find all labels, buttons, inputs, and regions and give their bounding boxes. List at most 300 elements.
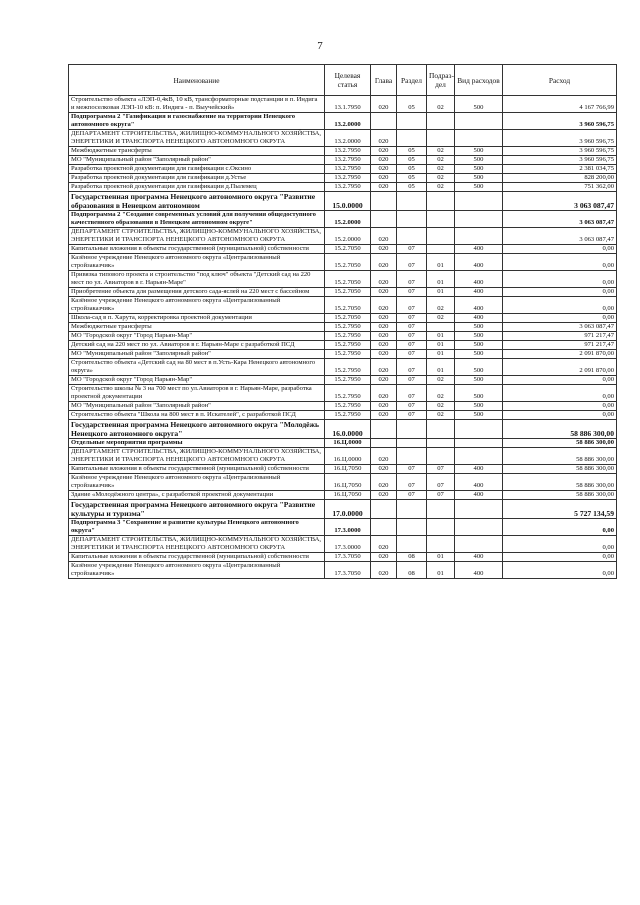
cell-subsection: 02: [427, 174, 455, 183]
cell-target: 16.Ц.7050: [325, 465, 371, 474]
cell-target: 16.Ц.0000: [325, 448, 371, 465]
cell-target: 16.Ц.7050: [325, 474, 371, 491]
budget-table: [68, 64, 617, 579]
cell-section: 07: [397, 271, 427, 288]
cell-chapter: 020: [371, 271, 397, 288]
cell-exp-type: [455, 192, 503, 211]
cell-section: 05: [397, 147, 427, 156]
cell-subsection: [427, 439, 455, 448]
cell-exp-type: 400: [455, 297, 503, 314]
cell-exp-type: [455, 130, 503, 147]
cell-target: 15.2.7050: [325, 271, 371, 288]
cell-target: 15.2.7050: [325, 245, 371, 254]
cell-target: 13.2.7950: [325, 156, 371, 165]
cell-chapter: 020: [371, 323, 397, 332]
cell-exp-type: 500: [455, 174, 503, 183]
cell-chapter: 020: [371, 288, 397, 297]
cell-name: Казённое учреждение Ненецкого автономного округа «Централизованный стройзаказчик»: [69, 474, 325, 491]
cell-section: 07: [397, 474, 427, 491]
cell-section: [397, 500, 427, 519]
cell-name: МО "Муниципальный район "Заполярный район": [69, 402, 325, 411]
cell-subsection: 02: [427, 96, 455, 113]
cell-name: Разработка проектной документации для газификации с.Оксино: [69, 165, 325, 174]
cell-exp-type: 500: [455, 359, 503, 376]
cell-subsection: 07: [427, 491, 455, 500]
table-row: [69, 359, 617, 376]
cell-section: 05: [397, 165, 427, 174]
cell-chapter: [371, 439, 397, 448]
cell-subsection: [427, 211, 455, 228]
cell-section: [397, 448, 427, 465]
cell-exp-type: 500: [455, 385, 503, 402]
cell-target: 13.2.0000: [325, 130, 371, 147]
cell-subsection: 02: [427, 376, 455, 385]
cell-chapter: 020: [371, 491, 397, 500]
cell-chapter: 020: [371, 130, 397, 147]
cell-target: 17.0.0000: [325, 500, 371, 519]
cell-exp-type: [455, 500, 503, 519]
cell-section: 08: [397, 562, 427, 579]
cell-name: Казённое учреждение Ненецкого автономного округа «Централизованный стройзаказчик»: [69, 562, 325, 579]
cell-exp-type: 400: [455, 288, 503, 297]
cell-target: 16.Ц.7050: [325, 491, 371, 500]
table-row: [69, 465, 617, 474]
table-row: [69, 96, 617, 113]
header-subsection: Подраз-дел: [427, 65, 455, 96]
cell-subsection: 01: [427, 562, 455, 579]
table-row: [69, 288, 617, 297]
cell-exp-type: [455, 113, 503, 130]
table-row: [69, 228, 617, 245]
cell-name: Государственная программа Ненецкого автономного округа "Развитие образования в Ненецком автономном: [69, 192, 325, 211]
cell-target: 15.2.7950: [325, 341, 371, 350]
cell-amount: 751 362,00: [503, 183, 617, 192]
header-exp-type: Вид расходов: [455, 65, 503, 96]
header-name: Наименование: [69, 65, 325, 96]
cell-subsection: [427, 130, 455, 147]
cell-amount: 3 960 596,75: [503, 156, 617, 165]
table-row: [69, 341, 617, 350]
table-row: [69, 192, 617, 211]
cell-subsection: [427, 323, 455, 332]
cell-exp-type: 400: [455, 245, 503, 254]
table-row: [69, 474, 617, 491]
cell-chapter: 020: [371, 297, 397, 314]
cell-subsection: [427, 536, 455, 553]
cell-amount: 2 091 870,00: [503, 350, 617, 359]
table-row: [69, 271, 617, 288]
cell-subsection: 02: [427, 402, 455, 411]
cell-name: Разработка проектной документации для газификации д.Устье: [69, 174, 325, 183]
cell-amount: 828 200,00: [503, 174, 617, 183]
cell-target: 15.2.7950: [325, 376, 371, 385]
cell-name: Отдельные мероприятия программы: [69, 439, 325, 448]
cell-exp-type: 400: [455, 553, 503, 562]
cell-target: 15.2.7950: [325, 385, 371, 402]
cell-target: 13.2.7950: [325, 174, 371, 183]
cell-section: 07: [397, 411, 427, 420]
cell-section: [397, 519, 427, 536]
cell-name: МО "Городской округ "Город Нарьян-Мар": [69, 376, 325, 385]
cell-target: 15.0.0000: [325, 192, 371, 211]
table-row: [69, 314, 617, 323]
cell-amount: 58 886 300,00: [503, 491, 617, 500]
cell-amount: 4 167 766,99: [503, 96, 617, 113]
cell-target: 15.2.7050: [325, 297, 371, 314]
cell-section: 07: [397, 376, 427, 385]
cell-amount: 2 381 034,75: [503, 165, 617, 174]
cell-subsection: 02: [427, 165, 455, 174]
cell-subsection: 02: [427, 183, 455, 192]
cell-amount: 3 063 087,47: [503, 228, 617, 245]
cell-exp-type: 500: [455, 376, 503, 385]
cell-target: 15.2.7950: [325, 350, 371, 359]
table-row: [69, 211, 617, 228]
cell-chapter: 020: [371, 245, 397, 254]
cell-chapter: 020: [371, 411, 397, 420]
table-row: [69, 500, 617, 519]
cell-target: 17.3.0000: [325, 519, 371, 536]
cell-section: 07: [397, 341, 427, 350]
cell-name: Казённое учреждение Ненецкого автономного округа «Централизованный стройзаказчик»: [69, 297, 325, 314]
cell-amount: 0,00: [503, 562, 617, 579]
cell-exp-type: 500: [455, 183, 503, 192]
cell-name: Межбюджетные трансферты: [69, 147, 325, 156]
cell-section: 07: [397, 323, 427, 332]
cell-section: 07: [397, 332, 427, 341]
cell-target: 16.Ц.0000: [325, 439, 371, 448]
cell-target: 15.2.7950: [325, 323, 371, 332]
cell-section: 05: [397, 174, 427, 183]
cell-target: 15.2.0000: [325, 228, 371, 245]
table-row: [69, 439, 617, 448]
cell-subsection: [427, 420, 455, 439]
cell-target: 15.2.7050: [325, 288, 371, 297]
table-row: [69, 519, 617, 536]
cell-name: Подпрограмма 2 "Создание современных условий для получения общедоступного качественного образования в Ненецком автономном округе": [69, 211, 325, 228]
table-row: [69, 448, 617, 465]
cell-exp-type: 500: [455, 341, 503, 350]
cell-chapter: 020: [371, 174, 397, 183]
table-row: [69, 491, 617, 500]
cell-chapter: 020: [371, 359, 397, 376]
cell-chapter: 020: [371, 448, 397, 465]
cell-name: Строительство школы № 3 на 700 мест по ул.Авиаторов в г. Нарьян-Маре, разработка проектной документации: [69, 385, 325, 402]
table-row: [69, 562, 617, 579]
cell-section: 07: [397, 402, 427, 411]
cell-name: Здание «Молодёжного центра», с разработкой проектной документации: [69, 491, 325, 500]
cell-subsection: 01: [427, 271, 455, 288]
cell-chapter: 020: [371, 254, 397, 271]
table-row: [69, 130, 617, 147]
cell-exp-type: 500: [455, 156, 503, 165]
cell-chapter: [371, 211, 397, 228]
table-row: [69, 156, 617, 165]
cell-exp-type: [455, 228, 503, 245]
cell-subsection: [427, 500, 455, 519]
cell-chapter: 020: [371, 147, 397, 156]
cell-amount: 0,00: [503, 254, 617, 271]
cell-target: 15.2.7950: [325, 332, 371, 341]
cell-chapter: 020: [371, 474, 397, 491]
cell-section: 07: [397, 350, 427, 359]
cell-chapter: 020: [371, 376, 397, 385]
table-row: [69, 113, 617, 130]
cell-amount: 58 886 300,00: [503, 420, 617, 439]
cell-section: [397, 228, 427, 245]
cell-name: ДЕПАРТАМЕНТ СТРОИТЕЛЬСТВА, ЖИЛИЩНО-КОММУНАЛЬНОГО ХОЗЯЙСТВА, ЭНЕРГЕТИКИ И ТРАНСПОРТА НЕНЕЦКОГО АВТОНОМНОГО ОКРУГА: [69, 448, 325, 465]
cell-subsection: 01: [427, 254, 455, 271]
cell-subsection: 01: [427, 288, 455, 297]
cell-amount: 3 063 087,47: [503, 323, 617, 332]
cell-section: 07: [397, 297, 427, 314]
cell-amount: 0,00: [503, 314, 617, 323]
cell-target: 13.2.7950: [325, 147, 371, 156]
cell-target: 13.2.7950: [325, 183, 371, 192]
cell-amount: 0,00: [503, 271, 617, 288]
cell-amount: 5 727 134,59: [503, 500, 617, 519]
header-chapter: Глава: [371, 65, 397, 96]
page-number: 7: [317, 40, 323, 52]
cell-section: [397, 113, 427, 130]
cell-amount: 0,00: [503, 519, 617, 536]
table-row: [69, 254, 617, 271]
cell-section: [397, 439, 427, 448]
cell-name: Детский сад на 220 мест по ул. Авиаторов в г. Нарьян-Маре с разработкой ПСД: [69, 341, 325, 350]
cell-section: [397, 211, 427, 228]
cell-name: Капитальные вложения в объекты государственной (муниципальной) собственности: [69, 553, 325, 562]
cell-chapter: [371, 420, 397, 439]
table-row: [69, 402, 617, 411]
cell-target: 16.0.0000: [325, 420, 371, 439]
cell-amount: 0,00: [503, 536, 617, 553]
cell-subsection: [427, 519, 455, 536]
cell-subsection: 02: [427, 385, 455, 402]
cell-exp-type: 500: [455, 402, 503, 411]
cell-subsection: 02: [427, 411, 455, 420]
cell-amount: 0,00: [503, 402, 617, 411]
table-row: [69, 420, 617, 439]
cell-target: 17.3.7050: [325, 553, 371, 562]
cell-target: 15.2.7050: [325, 254, 371, 271]
cell-section: 07: [397, 314, 427, 323]
cell-section: [397, 536, 427, 553]
table-row: [69, 165, 617, 174]
cell-section: [397, 192, 427, 211]
cell-chapter: 020: [371, 385, 397, 402]
cell-subsection: 07: [427, 474, 455, 491]
cell-name: Межбюджетные трансферты: [69, 323, 325, 332]
cell-name: МО "Городской округ "Город Нарьян-Мар": [69, 332, 325, 341]
cell-section: 08: [397, 553, 427, 562]
cell-section: 07: [397, 359, 427, 376]
cell-chapter: 020: [371, 341, 397, 350]
cell-subsection: [427, 245, 455, 254]
table-row: [69, 323, 617, 332]
cell-section: 07: [397, 465, 427, 474]
cell-name: Приобретение объекта для размещения детского сада-яслей на 220 мест с бассейном: [69, 288, 325, 297]
cell-amount: 3 960 596,75: [503, 147, 617, 156]
cell-subsection: 01: [427, 332, 455, 341]
cell-name: Строительство объекта «Детский сад на 80 мест в п.Усть-Кара Ненецкого автономного округа»: [69, 359, 325, 376]
cell-chapter: 020: [371, 332, 397, 341]
cell-chapter: [371, 519, 397, 536]
cell-chapter: 020: [371, 314, 397, 323]
cell-section: 07: [397, 288, 427, 297]
cell-amount: 58 886 300,00: [503, 448, 617, 465]
cell-amount: 0,00: [503, 385, 617, 402]
header-amount: Расход: [503, 65, 617, 96]
cell-amount: 3 063 087,47: [503, 192, 617, 211]
cell-name: Разработка проектной документации для газификации д.Пылемец: [69, 183, 325, 192]
cell-section: 05: [397, 183, 427, 192]
cell-subsection: 07: [427, 465, 455, 474]
table-row: [69, 411, 617, 420]
cell-name: ДЕПАРТАМЕНТ СТРОИТЕЛЬСТВА, ЖИЛИЩНО-КОММУНАЛЬНОГО ХОЗЯЙСТВА, ЭНЕРГЕТИКИ И ТРАНСПОРТА НЕНЕЦКОГО АВТОНОМНОГО ОКРУГА: [69, 130, 325, 147]
cell-exp-type: [455, 536, 503, 553]
cell-exp-type: [455, 420, 503, 439]
cell-name: МО "Муниципальный район "Заполярный район": [69, 156, 325, 165]
cell-name: Строительство объекта "Школа на 800 мест в п. Искателей", с разработкой ПСД: [69, 411, 325, 420]
cell-name: МО "Муниципальный район "Заполярный район": [69, 350, 325, 359]
table-row: [69, 385, 617, 402]
cell-exp-type: 400: [455, 491, 503, 500]
cell-exp-type: 500: [455, 323, 503, 332]
cell-amount: 0,00: [503, 245, 617, 254]
cell-subsection: [427, 448, 455, 465]
cell-exp-type: 400: [455, 562, 503, 579]
cell-subsection: 01: [427, 350, 455, 359]
cell-target: 13.2.0000: [325, 113, 371, 130]
cell-target: 15.2.7050: [325, 314, 371, 323]
cell-chapter: 020: [371, 402, 397, 411]
cell-amount: 971 217,47: [503, 341, 617, 350]
cell-exp-type: 500: [455, 96, 503, 113]
cell-target: 15.2.7950: [325, 411, 371, 420]
cell-subsection: 02: [427, 156, 455, 165]
cell-exp-type: 400: [455, 314, 503, 323]
cell-chapter: 020: [371, 96, 397, 113]
cell-amount: 0,00: [503, 288, 617, 297]
cell-section: 07: [397, 491, 427, 500]
cell-exp-type: [455, 519, 503, 536]
table-body: [69, 96, 617, 579]
cell-chapter: 020: [371, 165, 397, 174]
cell-subsection: 01: [427, 359, 455, 376]
cell-subsection: [427, 228, 455, 245]
cell-exp-type: 500: [455, 147, 503, 156]
cell-chapter: 020: [371, 562, 397, 579]
cell-target: 15.2.7950: [325, 359, 371, 376]
cell-amount: 3 960 596,75: [503, 113, 617, 130]
cell-exp-type: 500: [455, 332, 503, 341]
cell-section: 07: [397, 385, 427, 402]
cell-exp-type: 400: [455, 271, 503, 288]
cell-target: 13.1.7950: [325, 96, 371, 113]
table-row: [69, 245, 617, 254]
cell-chapter: 020: [371, 350, 397, 359]
table-row: [69, 332, 617, 341]
cell-subsection: 02: [427, 147, 455, 156]
cell-subsection: 01: [427, 341, 455, 350]
cell-name: Подпрограмма 2 "Газификация и газоснабжение на территории Ненецкого автономного округа": [69, 113, 325, 130]
cell-amount: 0,00: [503, 297, 617, 314]
cell-target: 17.3.7050: [325, 562, 371, 579]
cell-name: ДЕПАРТАМЕНТ СТРОИТЕЛЬСТВА, ЖИЛИЩНО-КОММУНАЛЬНОГО ХОЗЯЙСТВА, ЭНЕРГЕТИКИ И ТРАНСПОРТА НЕНЕЦКОГО АВТОНОМНОГО ОКРУГА: [69, 228, 325, 245]
cell-amount: 971 217,47: [503, 332, 617, 341]
cell-chapter: [371, 192, 397, 211]
cell-exp-type: 500: [455, 350, 503, 359]
cell-name: Привязка типового проекта и строительство "под ключ" объекта "Детский сад на 220 мест по ул. Авиаторов в г. Нарьян-Маре": [69, 271, 325, 288]
cell-name: Капитальные вложения в объекты государственной (муниципальной) собственности: [69, 245, 325, 254]
cell-section: 07: [397, 245, 427, 254]
header-target: Целевая статья: [325, 65, 371, 96]
table-row: [69, 297, 617, 314]
table-row: [69, 350, 617, 359]
cell-exp-type: [455, 439, 503, 448]
cell-name: ДЕПАРТАМЕНТ СТРОИТЕЛЬСТВА, ЖИЛИЩНО-КОММУНАЛЬНОГО ХОЗЯЙСТВА, ЭНЕРГЕТИКИ И ТРАНСПОРТА НЕНЕЦКОГО АВТОНОМНОГО ОКРУГА: [69, 536, 325, 553]
cell-name: Строительство объекта «ЛЭП-0,4кВ, 10 кВ, трансформаторные подстанции в п. Индига и межпоселковая ЛЭП-10 кВ: п. Индига - п. Выучейский»: [69, 96, 325, 113]
cell-subsection: 01: [427, 553, 455, 562]
table-header-row: [69, 65, 617, 96]
cell-amount: 58 886 300,00: [503, 474, 617, 491]
cell-name: Подпрограмма 3 "Сохранение и развитие культуры Ненецкого автономного округа": [69, 519, 325, 536]
cell-amount: 0,00: [503, 553, 617, 562]
cell-amount: 3 960 596,75: [503, 130, 617, 147]
table-row: [69, 147, 617, 156]
cell-section: 05: [397, 96, 427, 113]
cell-subsection: [427, 113, 455, 130]
table-row: [69, 553, 617, 562]
cell-name: Школа-сад в п. Харута, корректировка проектной документации: [69, 314, 325, 323]
cell-target: 17.3.0000: [325, 536, 371, 553]
cell-amount: 0,00: [503, 411, 617, 420]
cell-exp-type: 400: [455, 254, 503, 271]
cell-exp-type: [455, 448, 503, 465]
cell-amount: 2 091 870,00: [503, 359, 617, 376]
cell-subsection: [427, 192, 455, 211]
cell-exp-type: 400: [455, 474, 503, 491]
cell-section: 07: [397, 254, 427, 271]
cell-target: 13.2.7950: [325, 165, 371, 174]
cell-amount: 58 886 300,00: [503, 439, 617, 448]
cell-chapter: 020: [371, 228, 397, 245]
cell-exp-type: [455, 211, 503, 228]
cell-target: 15.2.0000: [325, 211, 371, 228]
cell-target: 15.2.7950: [325, 402, 371, 411]
cell-section: [397, 420, 427, 439]
cell-name: Государственная программа Ненецкого автономного округа "Молодёжь Ненецкого автономного округа": [69, 420, 325, 439]
cell-chapter: 020: [371, 536, 397, 553]
cell-chapter: 020: [371, 183, 397, 192]
cell-subsection: 02: [427, 297, 455, 314]
table-row: [69, 376, 617, 385]
cell-amount: 58 886 300,00: [503, 465, 617, 474]
cell-section: [397, 130, 427, 147]
cell-chapter: [371, 500, 397, 519]
cell-subsection: 02: [427, 314, 455, 323]
cell-chapter: 020: [371, 553, 397, 562]
cell-chapter: [371, 113, 397, 130]
cell-exp-type: 500: [455, 411, 503, 420]
cell-exp-type: 400: [455, 465, 503, 474]
table-row: [69, 183, 617, 192]
cell-chapter: 020: [371, 156, 397, 165]
cell-name: Казённое учреждение Ненецкого автономного округа «Централизованный стройзаказчик»: [69, 254, 325, 271]
cell-amount: 3 063 087,47: [503, 211, 617, 228]
cell-name: Капитальные вложения в объекты государственной (муниципальной) собственности: [69, 465, 325, 474]
cell-chapter: 020: [371, 465, 397, 474]
